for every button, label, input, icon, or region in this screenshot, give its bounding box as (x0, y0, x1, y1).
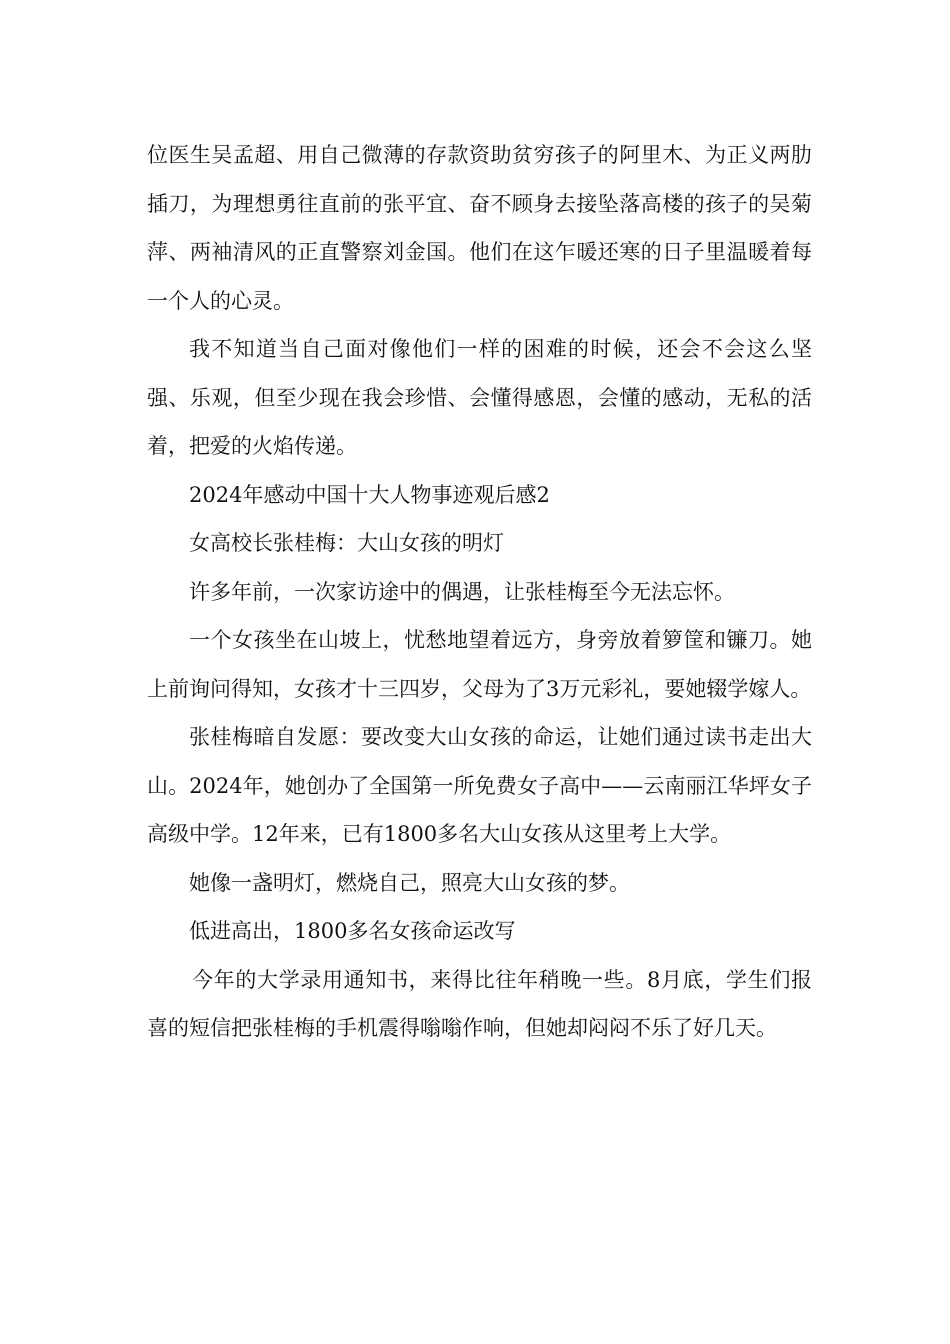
paragraph-4: 一个女孩坐在山坡上，忧愁地望着远方，身旁放着箩筐和镰刀。她上前询问得知，女孩才十三四岁，父母为了3万元彩礼，要她辍学嫁人。 (147, 628, 812, 701)
paragraph-6: 她像一盏明灯，燃烧自己，照亮大山女孩的梦。 (189, 870, 630, 895)
paragraph-5: 张桂梅暗自发愿：要改变大山女孩的命运，让她们通过读书走出大山。2024年，她创办了全国第一所免费女子高中——云南丽江华坪女子高级中学。12年来，已有1800多名大山女孩从这里考上大学。 (147, 725, 812, 846)
paragraph-1: 位医生吴孟超、用自己微薄的存款资助贫穷孩子的阿里木、为正义两肋插刀，为理想勇往直前的张平宜、奋不顾身去接坠落高楼的孩子的吴菊萍、两袖清风的正直警察刘金国。他们在这乍暖还寒的日子里温暖着每一个人的心灵。 (147, 143, 812, 313)
paragraph-7: 今年的大学录用通知书，来得比往年稍晚一些。8月底，学生们报喜的短信把张桂梅的手机震得嗡嗡作响，但她却闷闷不乐了好几天。 (147, 967, 812, 1040)
paragraph-2: 我不知道当自己面对像他们一样的困难的时候，还会不会这么坚强、乐观，但至少现在我会珍惜、会懂得感恩，会懂的感动，无私的活着，把爱的火焰传递。 (147, 337, 812, 458)
section-heading: 2024年感动中国十大人物事迹观后感2 (189, 482, 550, 507)
document-body (147, 131, 812, 1053)
paragraph-3: 许多年前，一次家访途中的偶遇，让张桂梅至今无法忘怀。 (189, 579, 735, 604)
subheading-2: 低进高出，1800多名女孩命运改写 (189, 919, 516, 943)
subheading: 女高校长张桂梅：大山女孩的明灯 (189, 531, 504, 555)
